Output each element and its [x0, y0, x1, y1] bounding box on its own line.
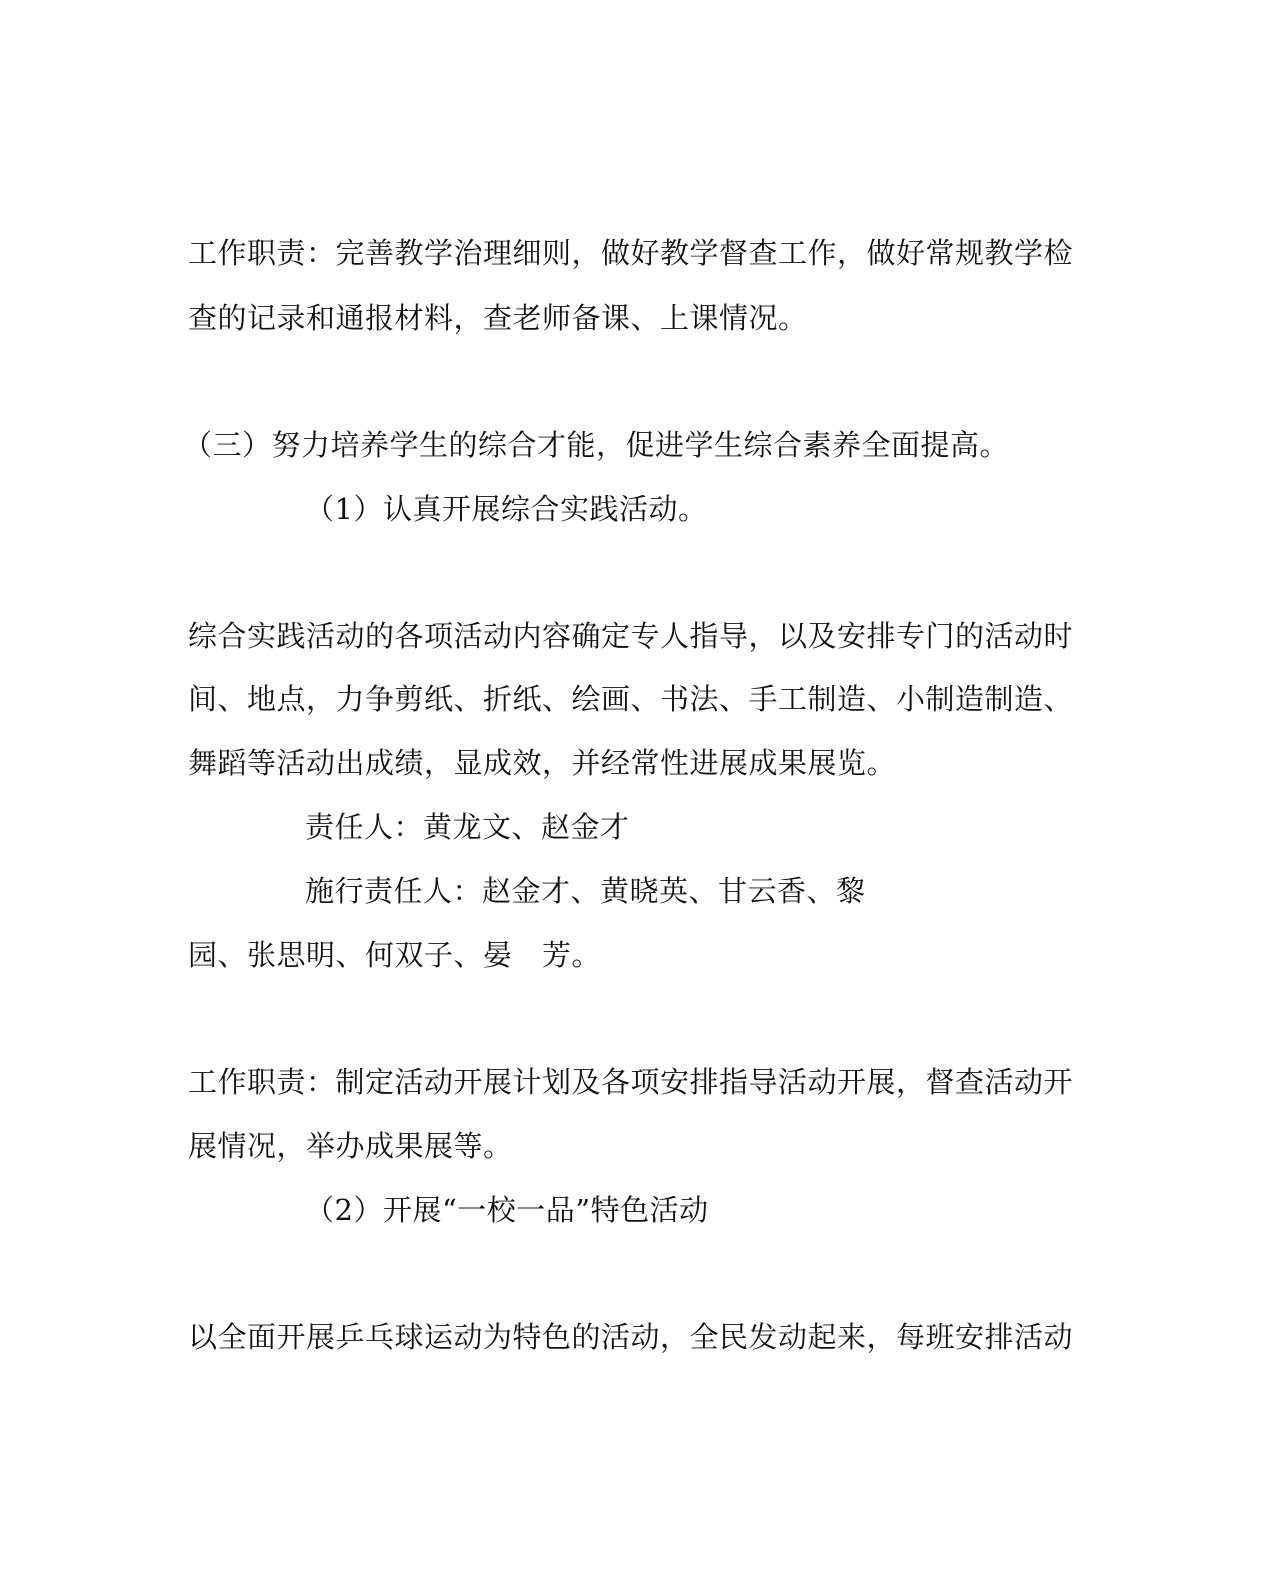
- implementers-line: 施行责任人：赵金才、黄晓英、甘云香、黎: [305, 874, 866, 908]
- subsection-heading: （1）认真开展综合实践活动。: [305, 492, 708, 526]
- paragraph-line: 查的记录和通报材料，查老师备课、上课情况。: [188, 301, 808, 335]
- paragraph-line: 舞蹈等活动出成绩，显成效，并经常性进展成果展览。: [188, 746, 897, 780]
- paragraph-line: 综合实践活动的各项活动内容确定专人指导，以及安排专门的活动时: [188, 619, 1074, 653]
- paragraph-line: 工作职责：制定活动开展计划及各项安排指导活动开展，督查活动开: [188, 1065, 1074, 1099]
- paragraph-line: 工作职责：完善教学治理细则，做好教学督查工作，做好常规教学检: [188, 236, 1074, 270]
- section-heading: （三）努力培养学生的综合才能，促进学生综合素养全面提高。: [183, 428, 1010, 462]
- responsible-person: 责任人：黄龙文、赵金才: [305, 810, 630, 844]
- paragraph-line: 间、地点，力争剪纸、折纸、绘画、书法、手工制造、小制造制造、: [188, 682, 1074, 716]
- paragraph-line: 展情况，举办成果展等。: [188, 1129, 513, 1163]
- paragraph-line: 以全面开展乒乓球运动为特色的活动，全民发动起来，每班安排活动: [188, 1320, 1074, 1354]
- subsection-heading: （2）开展“一校一品”特色活动: [305, 1193, 709, 1227]
- implementers-line: 园、张思明、何双子、晏 芳。: [188, 938, 602, 972]
